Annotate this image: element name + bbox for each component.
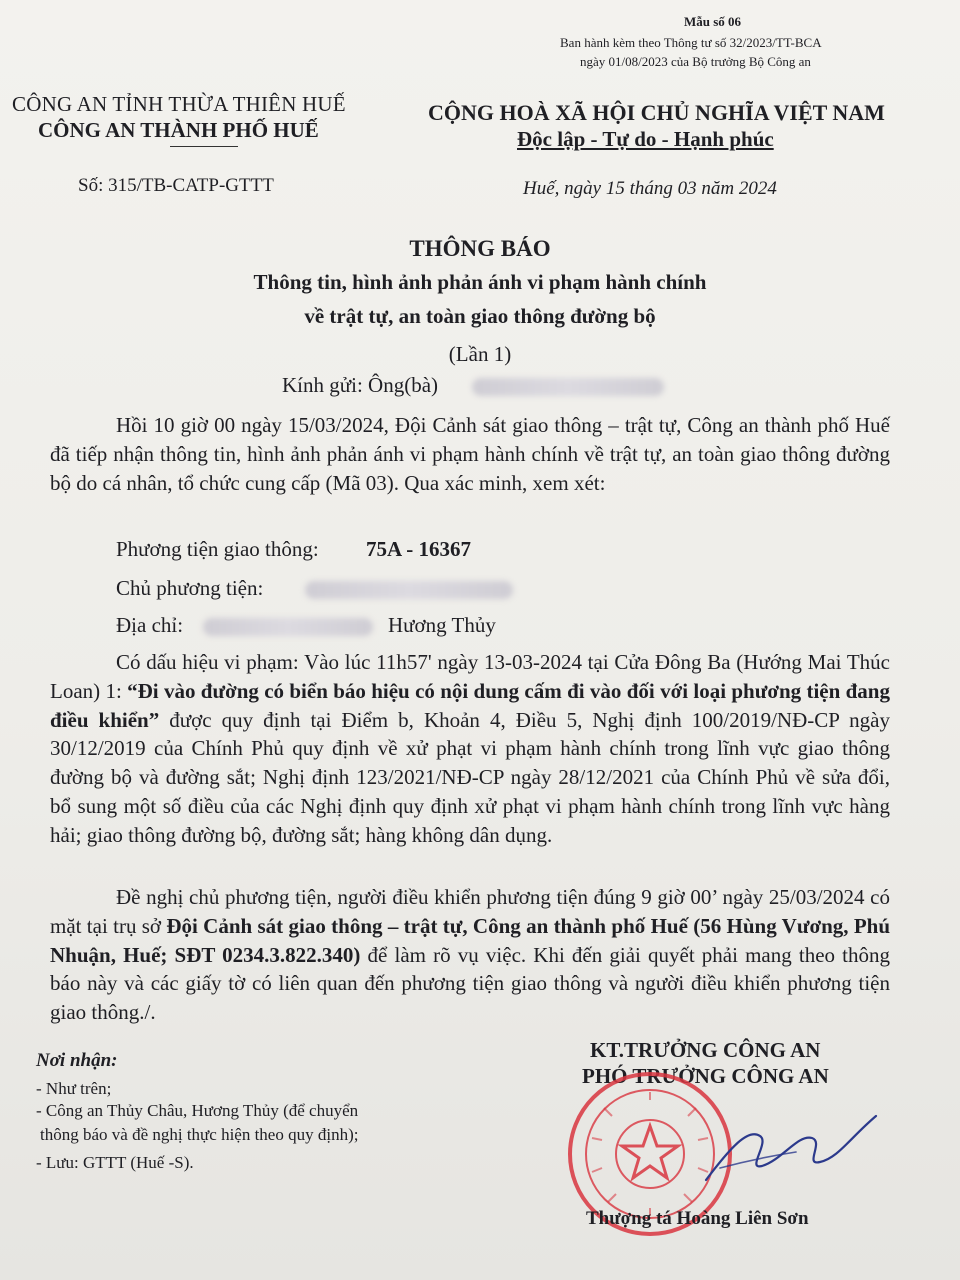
agency-name: CÔNG AN THÀNH PHỐ HUẾ	[38, 118, 319, 142]
summons-paragraph	[50, 883, 890, 1027]
address-district: Hương Thủy	[388, 613, 496, 637]
recipients-item-1: - Như trên;	[36, 1079, 112, 1098]
redacted-address	[203, 618, 373, 636]
owner-label: Chủ phương tiện:	[116, 576, 264, 600]
recipients-item-2: - Công an Thủy Châu, Hương Thủy (để chuyển	[36, 1101, 359, 1120]
summons-intro: Đề nghị chủ phương tiện, người điều khiển phương tiện đúng 9 giờ 00’ ngày 25/03/2024 có mặt tại trụ sở	[50, 885, 890, 938]
notice-occurrence: (Lần 1)	[448, 342, 512, 366]
recipient-label: Kính gửi: Ông(bà)	[282, 373, 439, 397]
summons-office: Đội Cảnh sát giao thông – trật tự, Công an thành phố Huế (56 Hùng Vương, Phú Nhuận, Huế; SĐT 0234.3.822.340)	[50, 913, 891, 967]
form-issued-line-2: ngày 01/08/2023 của Bộ trưởng Bộ Công an	[580, 54, 811, 69]
violation-intro: Có dấu hiệu vi phạm: Vào lúc 11h57' ngày 13-03-2024 tại Cửa Đông Ba (Hướng Mai Thúc Loan) 1:	[50, 650, 890, 703]
agency-parent: CÔNG AN TỈNH THỪA THIÊN HUẾ	[12, 92, 346, 116]
document-number: Số: 315/TB-CATP-GTTT	[78, 175, 274, 196]
address-label: Địa chỉ:	[116, 613, 184, 637]
place-date: Huế, ngày 15 tháng 03 năm 2024	[523, 178, 777, 199]
summons-instructions: để làm rõ vụ việc. Khi đến giải quyết phải mang theo thông báo này và các giấy tờ có liên quan đến phương tiện giao thông và người điều khiển phương tiện giao thông./.	[50, 942, 891, 1025]
agency-underline	[170, 146, 238, 147]
violation-legal-basis: được quy định tại Điểm b, Khoản 4, Điều 5, Nghị định 100/2019/NĐ-CP ngày 30/12/2019 của Chính Phủ quy định về xử phạt vi phạm hành chính trong lĩnh vực giao thông đường bộ và đường sắt; Nghị định 123/2021/NĐ-CP ngày 28/12/2021 của Chính Phủ về sửa đổi, bổ sung một số điều của các Nghị định quy định xử phạt vi phạm hành chính trong lĩnh vực hàng hải; giao thông đường bộ, đường sắt; hàng không dân dụng.	[50, 707, 890, 847]
signatory-name: Thượng tá Hoàng Liên Sơn	[586, 1208, 809, 1229]
nation-title: CỘNG HOÀ XÃ HỘI CHỦ NGHĨA VIỆT NAM	[428, 100, 885, 125]
violation-description: “Đi vào đường có biển báo hiệu có nội dung cấm đi vào đối với loại phương tiện đang điều khiển”	[50, 678, 890, 732]
vehicle-label: Phương tiện giao thông:	[116, 537, 319, 561]
form-issued-line-1: Ban hành kèm theo Thông tư số 32/2023/TT-BCA	[560, 35, 822, 50]
document-title: THÔNG BÁO	[409, 236, 551, 261]
redacted-owner-name	[305, 581, 513, 599]
recipients-title: Nơi nhận:	[36, 1050, 118, 1071]
signatory-title-1: KT.TRƯỞNG CÔNG AN	[590, 1038, 821, 1062]
national-motto: Độc lập - Tự do - Hạnh phúc	[517, 127, 774, 151]
form-number: Mẫu số 06	[684, 14, 742, 29]
document-subtitle-2: về trật tự, an toàn giao thông đường bộ	[304, 304, 656, 328]
signatory-title-2: PHÓ TRƯỞNG CÔNG AN	[582, 1064, 829, 1088]
document-subtitle-1: Thông tin, hình ảnh phản ánh vi phạm hành chính	[253, 270, 707, 294]
recipients-item-3: - Lưu: GTTT (Huế -S).	[36, 1153, 194, 1172]
redacted-recipient-name	[472, 378, 664, 396]
handwritten-signature-icon	[700, 1108, 880, 1198]
vehicle-plate: 75A - 16367	[366, 537, 471, 561]
intro-paragraph: Hồi 10 giờ 00 ngày 15/03/2024, Đội Cảnh sát giao thông – trật tự, Công an thành phố Huế đã tiếp nhận thông tin, hình ảnh phản ánh vi phạm hành chính về trật tự, an toàn giao thông đường bộ do cá nhân, tổ chức cung cấp (Mã 03). Qua xác minh, xem xét:	[50, 413, 890, 495]
recipients-item-2-continued: thông báo và đề nghị thực hiện theo quy định);	[40, 1125, 359, 1144]
violation-paragraph	[50, 648, 890, 850]
